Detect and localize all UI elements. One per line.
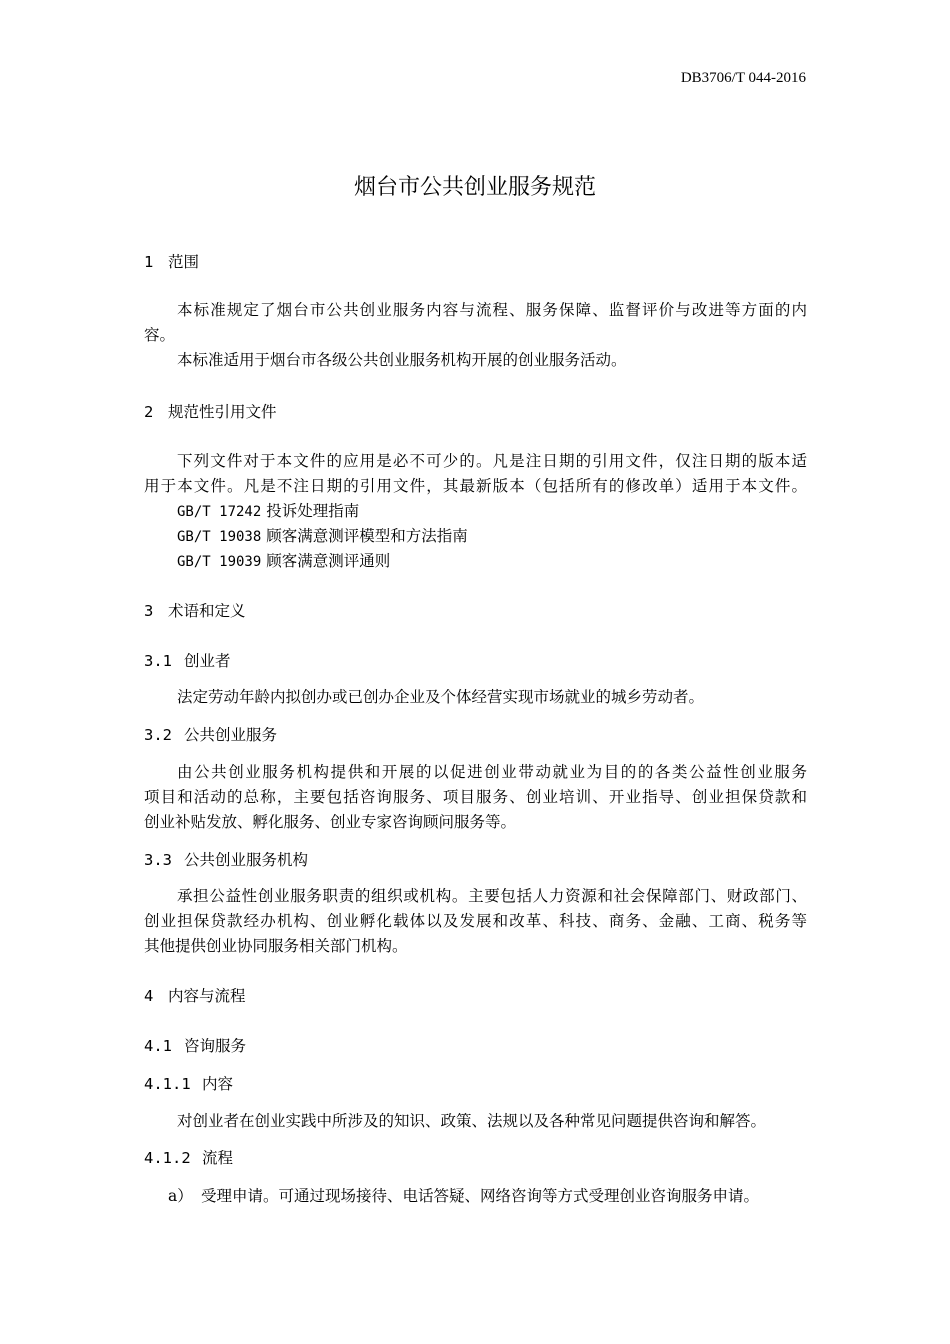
list-item-label: a） (168, 1187, 193, 1205)
paragraph: 本标准适用于烟台市各级公共创业服务机构开展的创业服务活动。 (177, 351, 627, 369)
subsection-title: 流程 (202, 1149, 234, 1167)
section-number: 3 (144, 602, 154, 620)
document-code: DB3706/T 044-2016 (680, 70, 806, 86)
section-4-heading (144, 984, 246, 1006)
definition-text-continuation: 项目和活动的总称，主要包括咨询服务、项目服务、创业培训、开业指导、创业担保贷款和 (144, 788, 807, 806)
subsection-4-1-2-heading (144, 1146, 233, 1168)
list-item-text: 受理申请。可通过现场接待、电话答疑、网络咨询等方式受理创业咨询服务申请。 (201, 1187, 760, 1205)
paragraph-continuation: 用于本文件。凡是不注日期的引用文件，其最新版本（包括所有的修改单）适用于本文件。 (144, 477, 807, 495)
definition-text: 由公共创业服务机构提供和开展的以促进创业带动就业为目的的各类公益性创业服务 (177, 763, 807, 781)
subsection-title: 公共创业服务 (184, 726, 278, 744)
list-item-a (168, 1184, 808, 1206)
subsection-number: 4.1.1 (144, 1075, 191, 1093)
subsection-number: 4.1.2 (144, 1149, 191, 1167)
section-3-heading (144, 599, 246, 621)
paragraph: 下列文件对于本文件的应用是必不可少的。凡是注日期的引用文件，仅注日期的版本适 (177, 452, 807, 470)
definition-text-continuation: 其他提供创业协同服务相关部门机构。 (144, 937, 408, 955)
subsection-title: 内容 (202, 1075, 234, 1093)
subsection-title: 咨询服务 (184, 1037, 247, 1055)
subsection-4-1-heading (144, 1034, 246, 1056)
paragraph-continuation: 容。 (144, 326, 176, 344)
section-title: 规范性引用文件 (168, 403, 277, 421)
subsection-number: 3.3 (144, 851, 172, 869)
reference-name: 顾客满意测评通则 (266, 552, 391, 570)
reference-name: 顾客满意测评模型和方法指南 (266, 527, 468, 545)
reference-item (177, 524, 468, 546)
section-number: 1 (144, 253, 154, 271)
subsection-4-1-1-heading (144, 1072, 233, 1094)
section-title: 术语和定义 (168, 602, 246, 620)
definition-text: 法定劳动年龄内拟创办或已创办企业及个体经营实现市场就业的城乡劳动者。 (177, 688, 705, 706)
reference-code: GB/T 19039 (177, 554, 262, 570)
subsection-number: 3.2 (144, 726, 172, 744)
subsection-number: 3.1 (144, 652, 172, 670)
subsection-3-1-heading (144, 649, 231, 671)
definition-text-continuation: 创业担保贷款经办机构、创业孵化载体以及发展和改革、科技、商务、金融、工商、税务等 (144, 912, 807, 930)
paragraph: 对创业者在创业实践中所涉及的知识、政策、法规以及各种常见问题提供咨询和解答。 (177, 1112, 767, 1130)
definition-text: 承担公益性创业服务职责的组织或机构。主要包括人力资源和社会保障部门、财政部门、 (177, 887, 807, 905)
section-1-heading (144, 250, 199, 272)
paragraph: 本标准规定了烟台市公共创业服务内容与流程、服务保障、监督评价与改进等方面的内 (177, 301, 807, 319)
subsection-number: 4.1 (144, 1037, 172, 1055)
reference-item (177, 499, 359, 521)
subsection-3-2-heading (144, 723, 277, 745)
subsection-title: 创业者 (184, 652, 231, 670)
section-number: 2 (144, 403, 154, 421)
section-title: 内容与流程 (168, 987, 246, 1005)
subsection-3-3-heading (144, 848, 308, 870)
section-2-heading (144, 400, 277, 422)
section-title: 范围 (168, 253, 200, 271)
reference-name: 投诉处理指南 (266, 502, 360, 520)
subsection-title: 公共创业服务机构 (184, 851, 309, 869)
document-title: 烟台市公共创业服务规范 (353, 175, 596, 200)
section-number: 4 (144, 987, 154, 1005)
reference-code: GB/T 19038 (177, 529, 262, 545)
reference-item (177, 549, 390, 571)
reference-code: GB/T 17242 (177, 504, 262, 520)
definition-text-continuation: 创业补贴发放、孵化服务、创业专家咨询顾问服务等。 (144, 813, 517, 831)
